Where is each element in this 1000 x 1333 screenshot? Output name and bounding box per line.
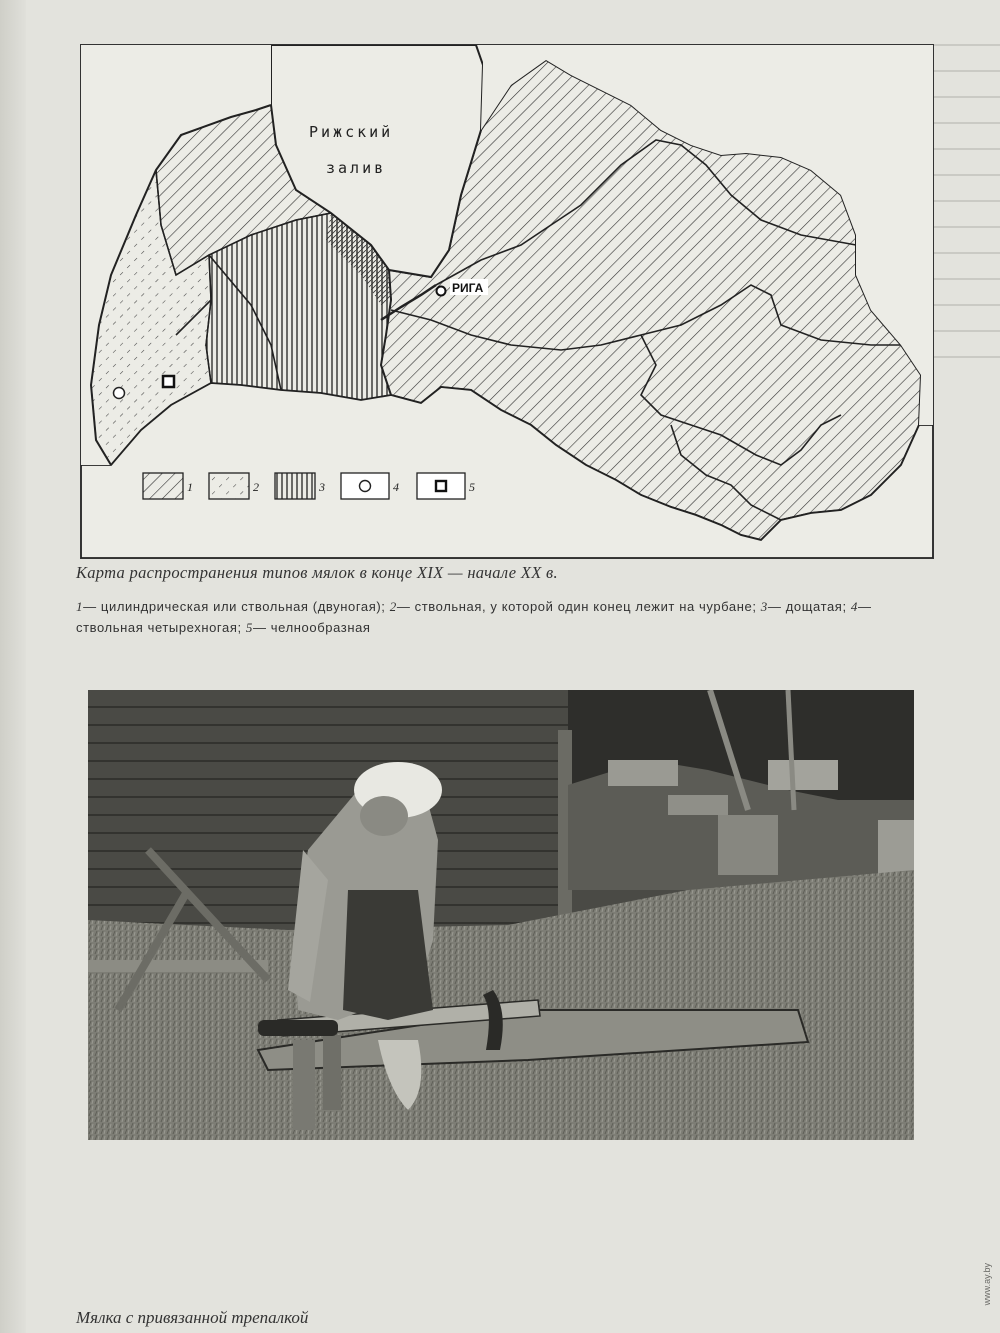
man-trousers	[343, 890, 433, 1020]
left-sawhorse-plank	[88, 960, 268, 972]
legend-label-4: 4	[393, 480, 399, 494]
breaker-leg-back	[323, 1035, 341, 1110]
gulf-label-2: залив	[326, 159, 387, 177]
legend-circle-icon	[360, 481, 371, 492]
page-edge	[0, 0, 26, 1333]
riga-label: РИГА	[452, 281, 484, 295]
woodpile-right	[768, 760, 838, 790]
caption-text-5: — челнообразная	[253, 620, 371, 635]
woodpile-stack	[718, 815, 778, 875]
legend-swatch-1	[143, 473, 183, 499]
map-caption-legend	[76, 596, 936, 638]
photo-svg	[88, 690, 914, 1140]
legend-label-5: 5	[469, 480, 475, 494]
caption-num-4: 4	[850, 599, 858, 614]
watermark: www.ay.by	[982, 1262, 992, 1305]
woodpile-left	[608, 760, 678, 786]
map-svg	[81, 45, 933, 558]
riga-marker	[437, 287, 446, 296]
man-face	[360, 796, 408, 836]
woodpile-center	[668, 795, 728, 815]
map-caption-title: Карта распространения типов мялок в конце XIX — начале XX в.	[76, 563, 558, 582]
caption-text-1: — цилиндрическая или ствольная (двуногая);	[83, 599, 390, 614]
legend-swatch-2	[209, 473, 249, 499]
type-4-marker	[114, 388, 125, 399]
legend-square-icon	[436, 481, 446, 491]
legend-label-1: 1	[187, 480, 193, 494]
flax-breaker-photo	[88, 690, 914, 1140]
caption-text-2: — ствольная, у которой один конец лежит на чурбане;	[396, 599, 761, 614]
breaker-leg-front	[293, 1040, 315, 1130]
distribution-map	[80, 44, 934, 559]
caption-text-3: — дощатая;	[767, 599, 851, 614]
gulf-label-1: Рижский	[309, 123, 394, 141]
caption-num-1: 1	[76, 599, 84, 614]
legend-swatch-3	[275, 473, 315, 499]
caption-num-2: 2	[389, 599, 397, 614]
caption-num-5: 5	[245, 620, 253, 635]
legend-label-3: 3	[319, 480, 325, 494]
photo-caption: Мялка с привязанной трепалкой	[76, 1308, 309, 1327]
breaker-handle	[258, 1020, 338, 1036]
caption-num-3: 3	[760, 599, 768, 614]
legend-label-2: 2	[253, 480, 259, 494]
caption-text-4: — ствольная четырехногая;	[76, 599, 872, 635]
type-5-marker	[163, 376, 174, 387]
